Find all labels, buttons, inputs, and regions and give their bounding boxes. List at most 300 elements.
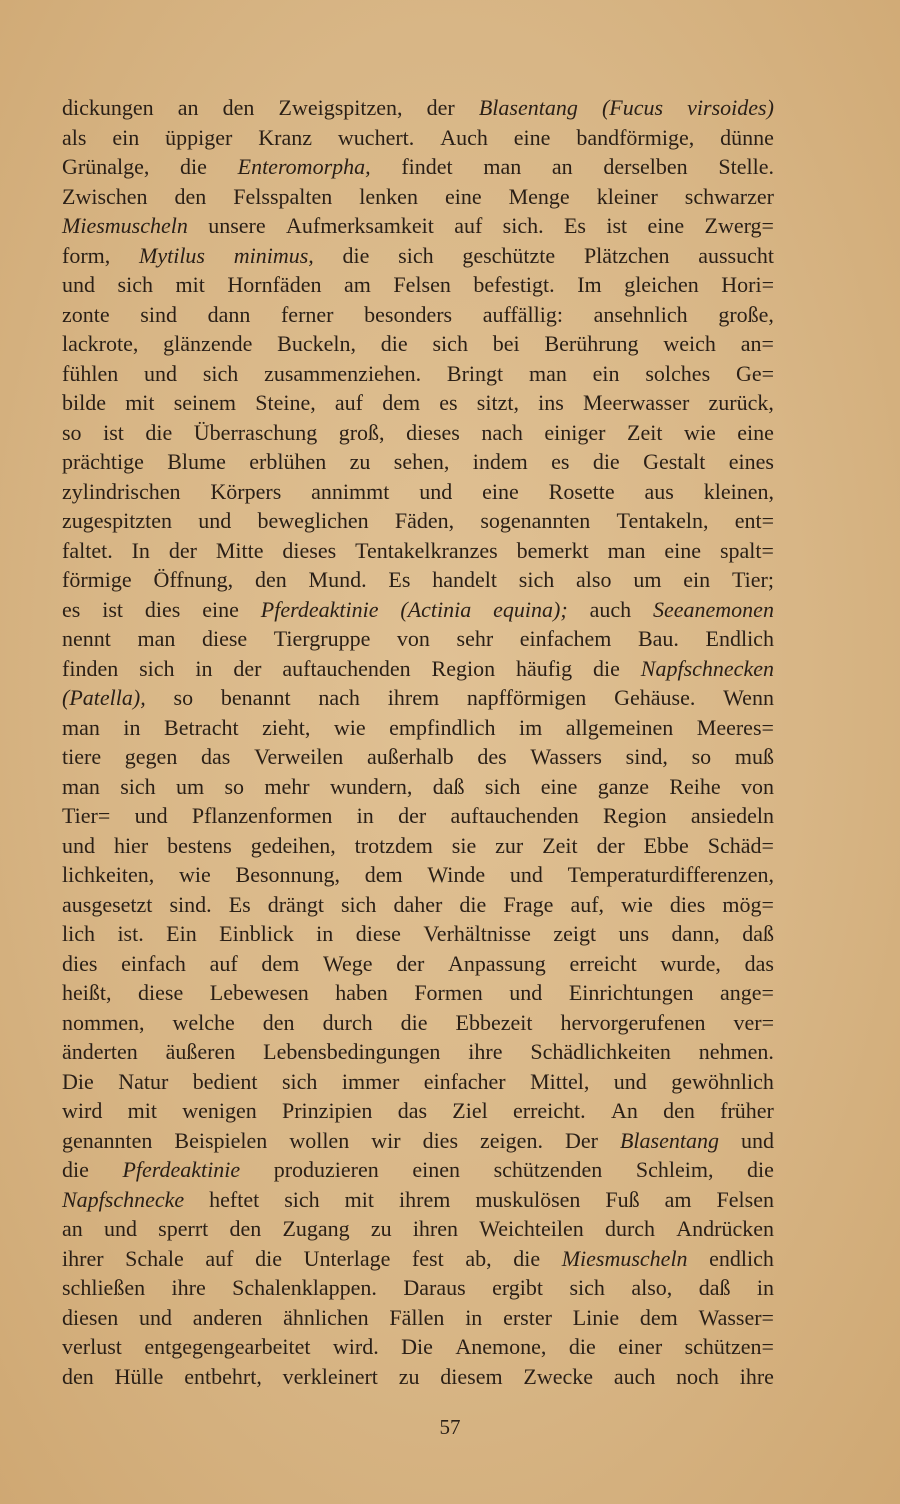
word: Hornfäden xyxy=(227,272,322,297)
text-line xyxy=(62,1037,774,1067)
word: diese xyxy=(355,921,401,946)
word: Blume xyxy=(167,449,226,474)
word: mög= xyxy=(722,891,774,917)
word: und xyxy=(419,478,453,504)
word: Fällen xyxy=(389,1304,445,1330)
text-line xyxy=(62,624,774,654)
word: ansehnlich xyxy=(593,301,688,327)
word: dann xyxy=(207,301,251,327)
text-line xyxy=(62,123,774,153)
word: ange= xyxy=(720,980,774,1005)
italic-word: Miesmuscheln xyxy=(561,1245,688,1271)
word: Formen xyxy=(414,980,483,1005)
word: Gestalt xyxy=(643,449,706,474)
word: auftauchenden xyxy=(282,655,411,681)
word: Mund. xyxy=(308,567,367,592)
word: sind. xyxy=(169,891,212,917)
word: eine xyxy=(482,478,519,504)
word: bei xyxy=(492,331,520,356)
word: Verhältnisse xyxy=(423,921,531,946)
word: sich xyxy=(484,773,521,799)
word: ihre xyxy=(171,1275,206,1300)
word: auf xyxy=(334,390,364,415)
word: schwarzer xyxy=(684,183,774,209)
text-line xyxy=(62,595,774,625)
word: wenigen xyxy=(182,1098,257,1123)
word: auch xyxy=(613,1363,656,1389)
word: Wassers xyxy=(530,744,602,769)
word: und xyxy=(138,1304,172,1330)
word: bilde xyxy=(62,390,106,415)
word: Tentakeln, xyxy=(616,508,709,533)
word: kleiner xyxy=(596,183,658,209)
italic-word: Pferdeaktinie xyxy=(260,596,379,622)
word: bandförmige, xyxy=(576,124,695,150)
italic-word: Miesmuscheln xyxy=(62,213,188,238)
text-line xyxy=(62,772,774,802)
word: auf xyxy=(454,213,483,238)
word: daß xyxy=(742,921,774,946)
word: man xyxy=(483,154,522,179)
word: sich xyxy=(398,242,434,268)
word: den xyxy=(663,1098,695,1123)
word: auffällig: xyxy=(482,301,563,327)
word: Die xyxy=(401,1334,433,1359)
text-line xyxy=(62,447,774,477)
word: ist. xyxy=(117,921,144,946)
word: ähnlichen xyxy=(283,1304,369,1330)
word: die xyxy=(62,1157,89,1182)
word: ansiedeln xyxy=(690,803,774,828)
word: also, xyxy=(631,1275,673,1300)
italic-word: Napfschnecken xyxy=(640,655,774,681)
word: und xyxy=(62,272,95,297)
word: dieses xyxy=(406,419,460,445)
text-line xyxy=(62,1244,774,1274)
word: Prinzipien xyxy=(282,1098,373,1123)
word: den xyxy=(229,1216,262,1241)
word: noch xyxy=(676,1363,719,1389)
word: Wege xyxy=(322,950,373,976)
word: allgemeinen xyxy=(565,714,674,740)
word: nennt xyxy=(62,626,111,651)
word: Aufmerksamkeit xyxy=(286,213,434,238)
word: Es xyxy=(388,567,411,592)
word: ihrem xyxy=(387,685,440,710)
word: an xyxy=(177,95,199,120)
text-line xyxy=(62,713,774,743)
word: schützenden xyxy=(493,1157,603,1182)
word: Zeit xyxy=(627,419,663,445)
word: besonders xyxy=(364,301,453,327)
word: finden xyxy=(62,655,119,681)
word: eine xyxy=(737,419,774,445)
word: auftauchenden xyxy=(450,803,579,828)
text-line xyxy=(62,329,774,359)
word: An xyxy=(610,1098,638,1123)
word: verlust xyxy=(62,1334,122,1359)
word: diesen xyxy=(62,1304,119,1330)
word: spalt= xyxy=(719,537,774,563)
word: Überraschung xyxy=(193,419,318,445)
word: genannten xyxy=(62,1127,153,1153)
word: Winde xyxy=(427,862,486,887)
text-line xyxy=(62,1362,774,1392)
word: Natur xyxy=(118,1068,169,1094)
word: Endlich xyxy=(705,626,774,651)
word: nommen, xyxy=(62,1009,145,1035)
word: tiere xyxy=(62,744,102,769)
text-line xyxy=(62,742,774,772)
text-line xyxy=(62,477,774,507)
word: fühlen xyxy=(62,360,119,386)
word: den xyxy=(62,1363,94,1389)
word: bestens xyxy=(167,832,232,858)
word: durch xyxy=(604,1216,656,1241)
word: Schleim, xyxy=(635,1157,714,1182)
word: Schale xyxy=(125,1245,184,1271)
word: welche xyxy=(172,1009,235,1035)
italic-word: Napfschnecke xyxy=(62,1186,185,1212)
italic-word: minimus, xyxy=(233,242,314,268)
text-line xyxy=(62,1303,774,1333)
word: mit xyxy=(175,272,205,297)
text-line xyxy=(62,418,774,448)
word: gewöhnlich xyxy=(671,1068,774,1094)
word: einen xyxy=(412,1157,460,1182)
word: erblühen xyxy=(249,449,327,474)
word: eines xyxy=(728,449,774,474)
word: und xyxy=(134,803,168,828)
word: In xyxy=(131,537,150,563)
text-line xyxy=(62,801,774,831)
word: Temperaturdifferenzen, xyxy=(567,862,774,887)
word: zieht, xyxy=(262,714,311,740)
word: sich xyxy=(117,272,153,297)
word: die xyxy=(593,655,620,681)
word: weich xyxy=(663,331,716,356)
word: Körpers xyxy=(210,478,282,504)
word: haben xyxy=(335,980,388,1005)
word: verkleinert xyxy=(282,1363,378,1389)
word: der xyxy=(233,655,262,681)
word: nehmen. xyxy=(698,1039,774,1064)
word: in xyxy=(356,803,374,828)
word: um xyxy=(633,567,662,592)
word: sitzt, xyxy=(476,390,519,415)
word: ergibt xyxy=(492,1275,544,1300)
word: beweglichen xyxy=(257,508,369,533)
word: wollen xyxy=(289,1127,350,1153)
word: Zwecke xyxy=(523,1363,594,1389)
word: Der xyxy=(564,1127,598,1153)
word: ver= xyxy=(733,1009,774,1035)
text-line xyxy=(62,152,774,182)
word: auch xyxy=(589,596,632,622)
word: sogenannten xyxy=(480,508,591,533)
word: die xyxy=(380,331,408,356)
word: Ebbezeit xyxy=(455,1009,533,1035)
word: entgegengearbeitet xyxy=(144,1334,311,1359)
word: Rosette xyxy=(548,478,615,504)
word: üppiger xyxy=(165,124,233,150)
word: Lebewesen xyxy=(209,980,309,1005)
text-line xyxy=(62,1214,774,1244)
word: Tiergruppe xyxy=(273,626,371,651)
word: man xyxy=(62,714,100,740)
word: Region xyxy=(603,803,667,828)
word: unsere xyxy=(208,213,266,238)
word: und xyxy=(740,1127,774,1153)
word: Lebensbedingungen xyxy=(263,1039,441,1064)
text-line xyxy=(62,1185,774,1215)
word: lichkeiten, xyxy=(62,862,155,887)
word: Andrücken xyxy=(676,1216,774,1241)
word: wie xyxy=(683,419,716,445)
word: der xyxy=(396,950,425,976)
text-line xyxy=(62,506,774,536)
word: findet xyxy=(401,154,453,179)
word: ist xyxy=(102,596,124,622)
word: wie xyxy=(333,714,366,740)
word: Ge= xyxy=(735,360,774,386)
word: an xyxy=(551,154,573,179)
word: handelt xyxy=(432,567,497,592)
word: Zeit xyxy=(542,832,578,858)
word: zu xyxy=(349,449,371,474)
word: dies xyxy=(422,1127,459,1153)
word: Gehäuse. xyxy=(614,685,696,710)
word: Frage xyxy=(503,891,554,917)
word: den xyxy=(254,567,287,592)
word: produzieren xyxy=(273,1157,379,1182)
word: schützen= xyxy=(684,1334,774,1359)
word: empfindlich xyxy=(389,714,496,740)
word: äußeren xyxy=(165,1039,236,1064)
word: wuchert. xyxy=(337,124,415,150)
word: sich xyxy=(518,567,555,592)
word: lich xyxy=(62,921,95,946)
word: so xyxy=(224,773,245,799)
word: zurück, xyxy=(708,390,774,415)
word: dem xyxy=(382,390,421,415)
word: die xyxy=(255,1245,282,1271)
word: erreicht xyxy=(569,950,637,976)
word: endlich xyxy=(709,1245,774,1271)
word: des xyxy=(477,744,507,769)
word: Daraus xyxy=(403,1275,466,1300)
word: Bringt xyxy=(446,360,504,386)
word: eine xyxy=(202,596,239,622)
word: faltet. xyxy=(62,537,113,563)
word: lackrote, xyxy=(62,331,139,356)
word: den xyxy=(222,95,255,120)
word: Felsspalten xyxy=(233,183,333,209)
word: erreicht. xyxy=(513,1098,586,1123)
word: mit xyxy=(127,1098,157,1123)
word: muskulösen xyxy=(475,1186,581,1212)
word: der xyxy=(398,803,427,828)
word: indem xyxy=(472,449,528,474)
word: seinem xyxy=(173,390,237,415)
word: sie xyxy=(451,832,477,858)
word: förmige xyxy=(62,567,132,592)
word: in xyxy=(756,1275,774,1300)
word: ent= xyxy=(734,508,774,533)
word: um xyxy=(176,773,205,799)
word: Stelle. xyxy=(718,154,774,179)
word: wird xyxy=(62,1098,103,1123)
word: dem xyxy=(364,862,403,887)
word: Anemone, xyxy=(455,1334,547,1359)
word: sich. xyxy=(502,213,544,238)
word: drängt xyxy=(267,891,324,917)
italic-word: Blasentang xyxy=(619,1127,719,1153)
word: prächtige xyxy=(62,449,144,474)
word: Ebbe xyxy=(643,832,689,858)
word: Einblick xyxy=(219,921,294,946)
text-line xyxy=(62,300,774,330)
word: wir xyxy=(371,1127,401,1153)
word: Auch xyxy=(440,124,488,150)
word: von xyxy=(396,626,430,651)
word: Steine, xyxy=(255,390,316,415)
word: dies xyxy=(144,596,181,622)
word: ihre xyxy=(739,1363,774,1389)
word: daß xyxy=(432,773,465,799)
word: ab, xyxy=(465,1245,492,1271)
word: dann, xyxy=(671,921,720,946)
word: man xyxy=(137,626,176,651)
word: gegen xyxy=(124,744,178,769)
word: form, xyxy=(62,242,111,268)
word: hervorgerufenen xyxy=(560,1009,706,1035)
word: Buckeln, xyxy=(277,331,356,356)
text-line xyxy=(62,949,774,979)
text-line xyxy=(62,536,774,566)
word: dem xyxy=(639,1304,678,1330)
word: dem xyxy=(261,950,300,976)
word: muß xyxy=(734,744,774,769)
word: Einrichtungen xyxy=(568,980,694,1005)
text-line xyxy=(62,890,774,920)
word: am xyxy=(344,272,371,297)
word: Grünalge, xyxy=(62,154,150,179)
word: man xyxy=(607,537,646,563)
word: dieses xyxy=(282,537,337,563)
word: so xyxy=(691,744,712,769)
word: Mitte xyxy=(215,537,264,563)
word: aussucht xyxy=(698,242,774,268)
word: sich xyxy=(120,773,156,799)
word: Ein xyxy=(166,921,197,946)
word: eine xyxy=(664,537,702,563)
word: sich xyxy=(202,360,239,386)
word: einfacher xyxy=(423,1068,506,1094)
word: Schädlichkeiten xyxy=(530,1039,671,1064)
word: früher xyxy=(720,1098,774,1123)
word: bedient xyxy=(192,1068,258,1094)
word: Meeres= xyxy=(696,714,774,740)
word: Anpassung xyxy=(448,950,546,976)
word: napfförmigen xyxy=(466,685,587,710)
word: Bau. xyxy=(637,626,679,651)
word: derselben xyxy=(603,154,688,179)
word: ausgesetzt xyxy=(62,891,153,917)
word: Es xyxy=(228,891,251,917)
italic-word: (Actinia xyxy=(400,596,472,622)
word: der xyxy=(596,832,625,858)
word: Beispielen xyxy=(174,1127,268,1153)
word: Betracht xyxy=(164,714,239,740)
word: häufig xyxy=(515,655,573,681)
word: groß, xyxy=(338,419,385,445)
word: uns xyxy=(618,921,650,946)
word: gleichen xyxy=(624,272,699,297)
word: kleinen, xyxy=(703,478,774,504)
word: mit xyxy=(344,1186,375,1212)
word: die xyxy=(568,1334,596,1359)
text-line xyxy=(62,1273,774,1303)
text-line xyxy=(62,388,774,418)
word: als xyxy=(62,124,87,150)
word: außerhalb xyxy=(366,744,454,769)
italic-word: Mytilus xyxy=(139,242,205,268)
word: aus xyxy=(644,478,674,504)
word: mehr xyxy=(264,773,310,799)
word: ein xyxy=(592,360,620,386)
text-line xyxy=(62,1126,774,1156)
word: zusammenziehen. xyxy=(264,360,422,386)
word: Region xyxy=(431,655,496,681)
word: Berührung xyxy=(544,331,639,356)
word: ihrer xyxy=(62,1245,104,1271)
word: und xyxy=(144,360,178,386)
word: benannt xyxy=(220,685,291,710)
page-number: 57 xyxy=(439,1415,461,1439)
word: einer xyxy=(618,1334,663,1359)
word: Zwischen xyxy=(62,183,148,209)
italic-word: (Patella), xyxy=(62,685,146,710)
word: zonte xyxy=(62,301,110,327)
word: eine xyxy=(647,213,685,238)
word: Schalenklappen. xyxy=(232,1275,377,1300)
word: einiger xyxy=(544,419,606,445)
word: und xyxy=(198,508,232,533)
word: Hülle xyxy=(114,1363,164,1389)
word: sich xyxy=(139,655,175,681)
word: befestigt. xyxy=(473,272,555,297)
word: Tentakelkranzes xyxy=(355,537,498,563)
word: in xyxy=(123,714,141,740)
word: Felsen xyxy=(393,272,451,297)
word: sich xyxy=(340,891,377,917)
word: fest xyxy=(411,1245,444,1271)
word: diese xyxy=(201,626,248,651)
word: ist xyxy=(606,213,628,238)
word: Tier; xyxy=(731,567,774,592)
word: ihrem xyxy=(399,1186,451,1212)
word: in xyxy=(465,1304,483,1330)
word: zeigen. xyxy=(480,1127,543,1153)
word: sind xyxy=(140,301,177,327)
word: Hori= xyxy=(721,272,774,297)
word: Fäden, xyxy=(394,508,455,533)
word: Linie xyxy=(572,1304,620,1330)
word: ins xyxy=(538,390,564,415)
text-line xyxy=(62,683,774,713)
word: also xyxy=(576,567,612,592)
